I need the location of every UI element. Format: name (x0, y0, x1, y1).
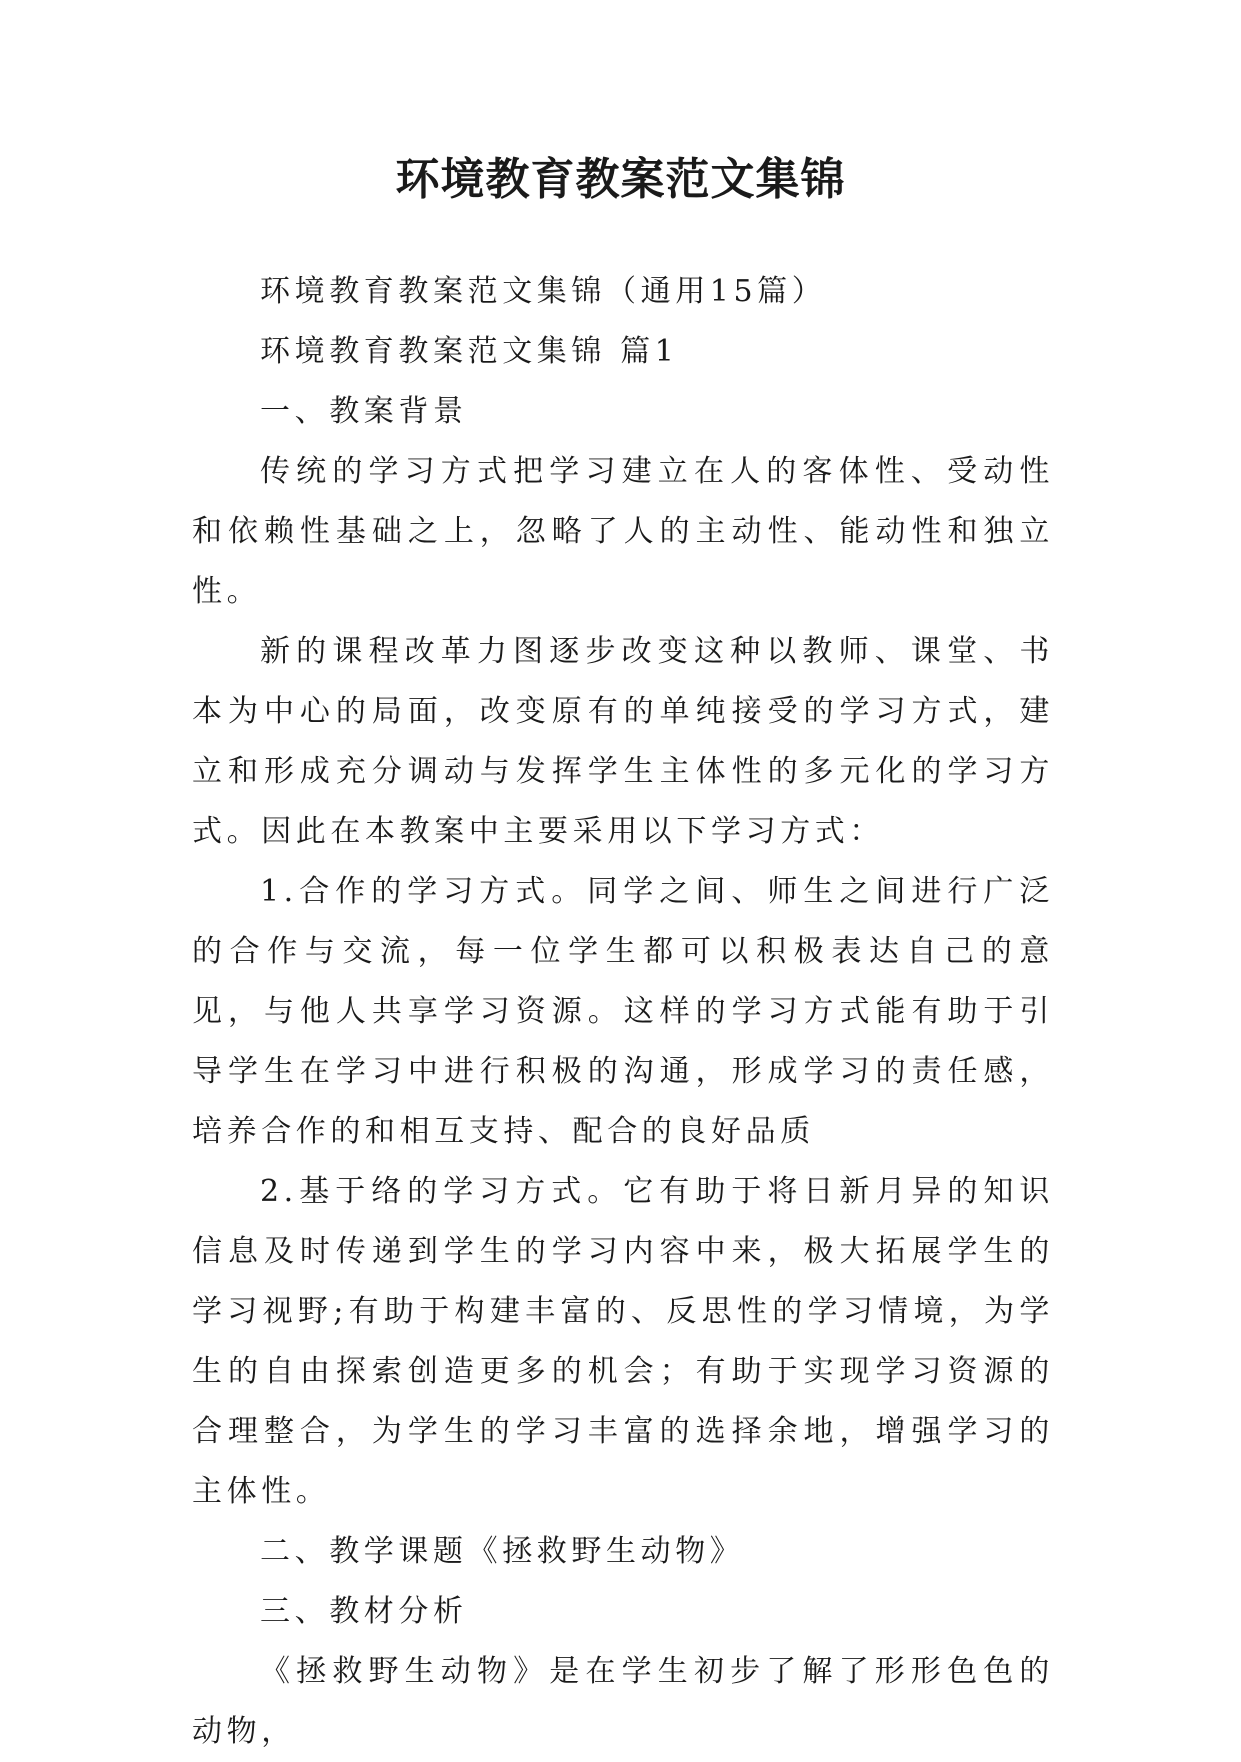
document-title: 环境教育教案范文集锦 (395, 154, 846, 205)
body-paragraph: 1.合作的学习方式。同学之间、师生之间进行广泛的合作与交流，每一位学生都可以积极表达自己的意见，与他人共享学习资源。这样的学习方式能有助于引导学生在学习中进行积极的沟通，形成学习的责任感，培养合作的和相互支持、配合的良好品质 (192, 874, 1054, 1149)
section-heading-chapter-1: 环境教育教案范文集锦 篇1 (260, 334, 679, 369)
subtitle-paragraph: 环境教育教案范文集锦（通用15篇） (260, 274, 827, 309)
document-body (192, 262, 1054, 1762)
body-paragraph: 新的课程改革力图逐步改变这种以教师、课堂、书本为中心的局面，改变原有的单纯接受的学习方式，建立和形成充分调动与发挥学生主体性的多元化的学习方式。因此在本教案中主要采用以下学习方式： (192, 634, 1054, 849)
body-paragraph: 传统的学习方式把学习建立在人的客体性、受动性和依赖性基础之上，忽略了人的主动性、能动性和独立性。 (192, 454, 1054, 609)
section-heading-analysis: 三、教材分析 (260, 1594, 468, 1629)
section-heading-topic: 二、教学课题《拯救野生动物》 (260, 1534, 745, 1569)
body-paragraph: 2.基于络的学习方式。它有助于将日新月异的知识信息及时传递到学生的学习内容中来，极大拓展学生的学习视野;有助于构建丰富的、反思性的学习情境，为学生的自由探索创造更多的机会；有助于实现学习资源的合理整合，为学生的学习丰富的选择余地，增强学习的主体性。 (192, 1174, 1054, 1509)
section-heading-background: 一、教案背景 (260, 394, 468, 429)
body-paragraph: 《拯救野生动物》是在学生初步了解了形形色色的动物， (192, 1654, 1054, 1749)
